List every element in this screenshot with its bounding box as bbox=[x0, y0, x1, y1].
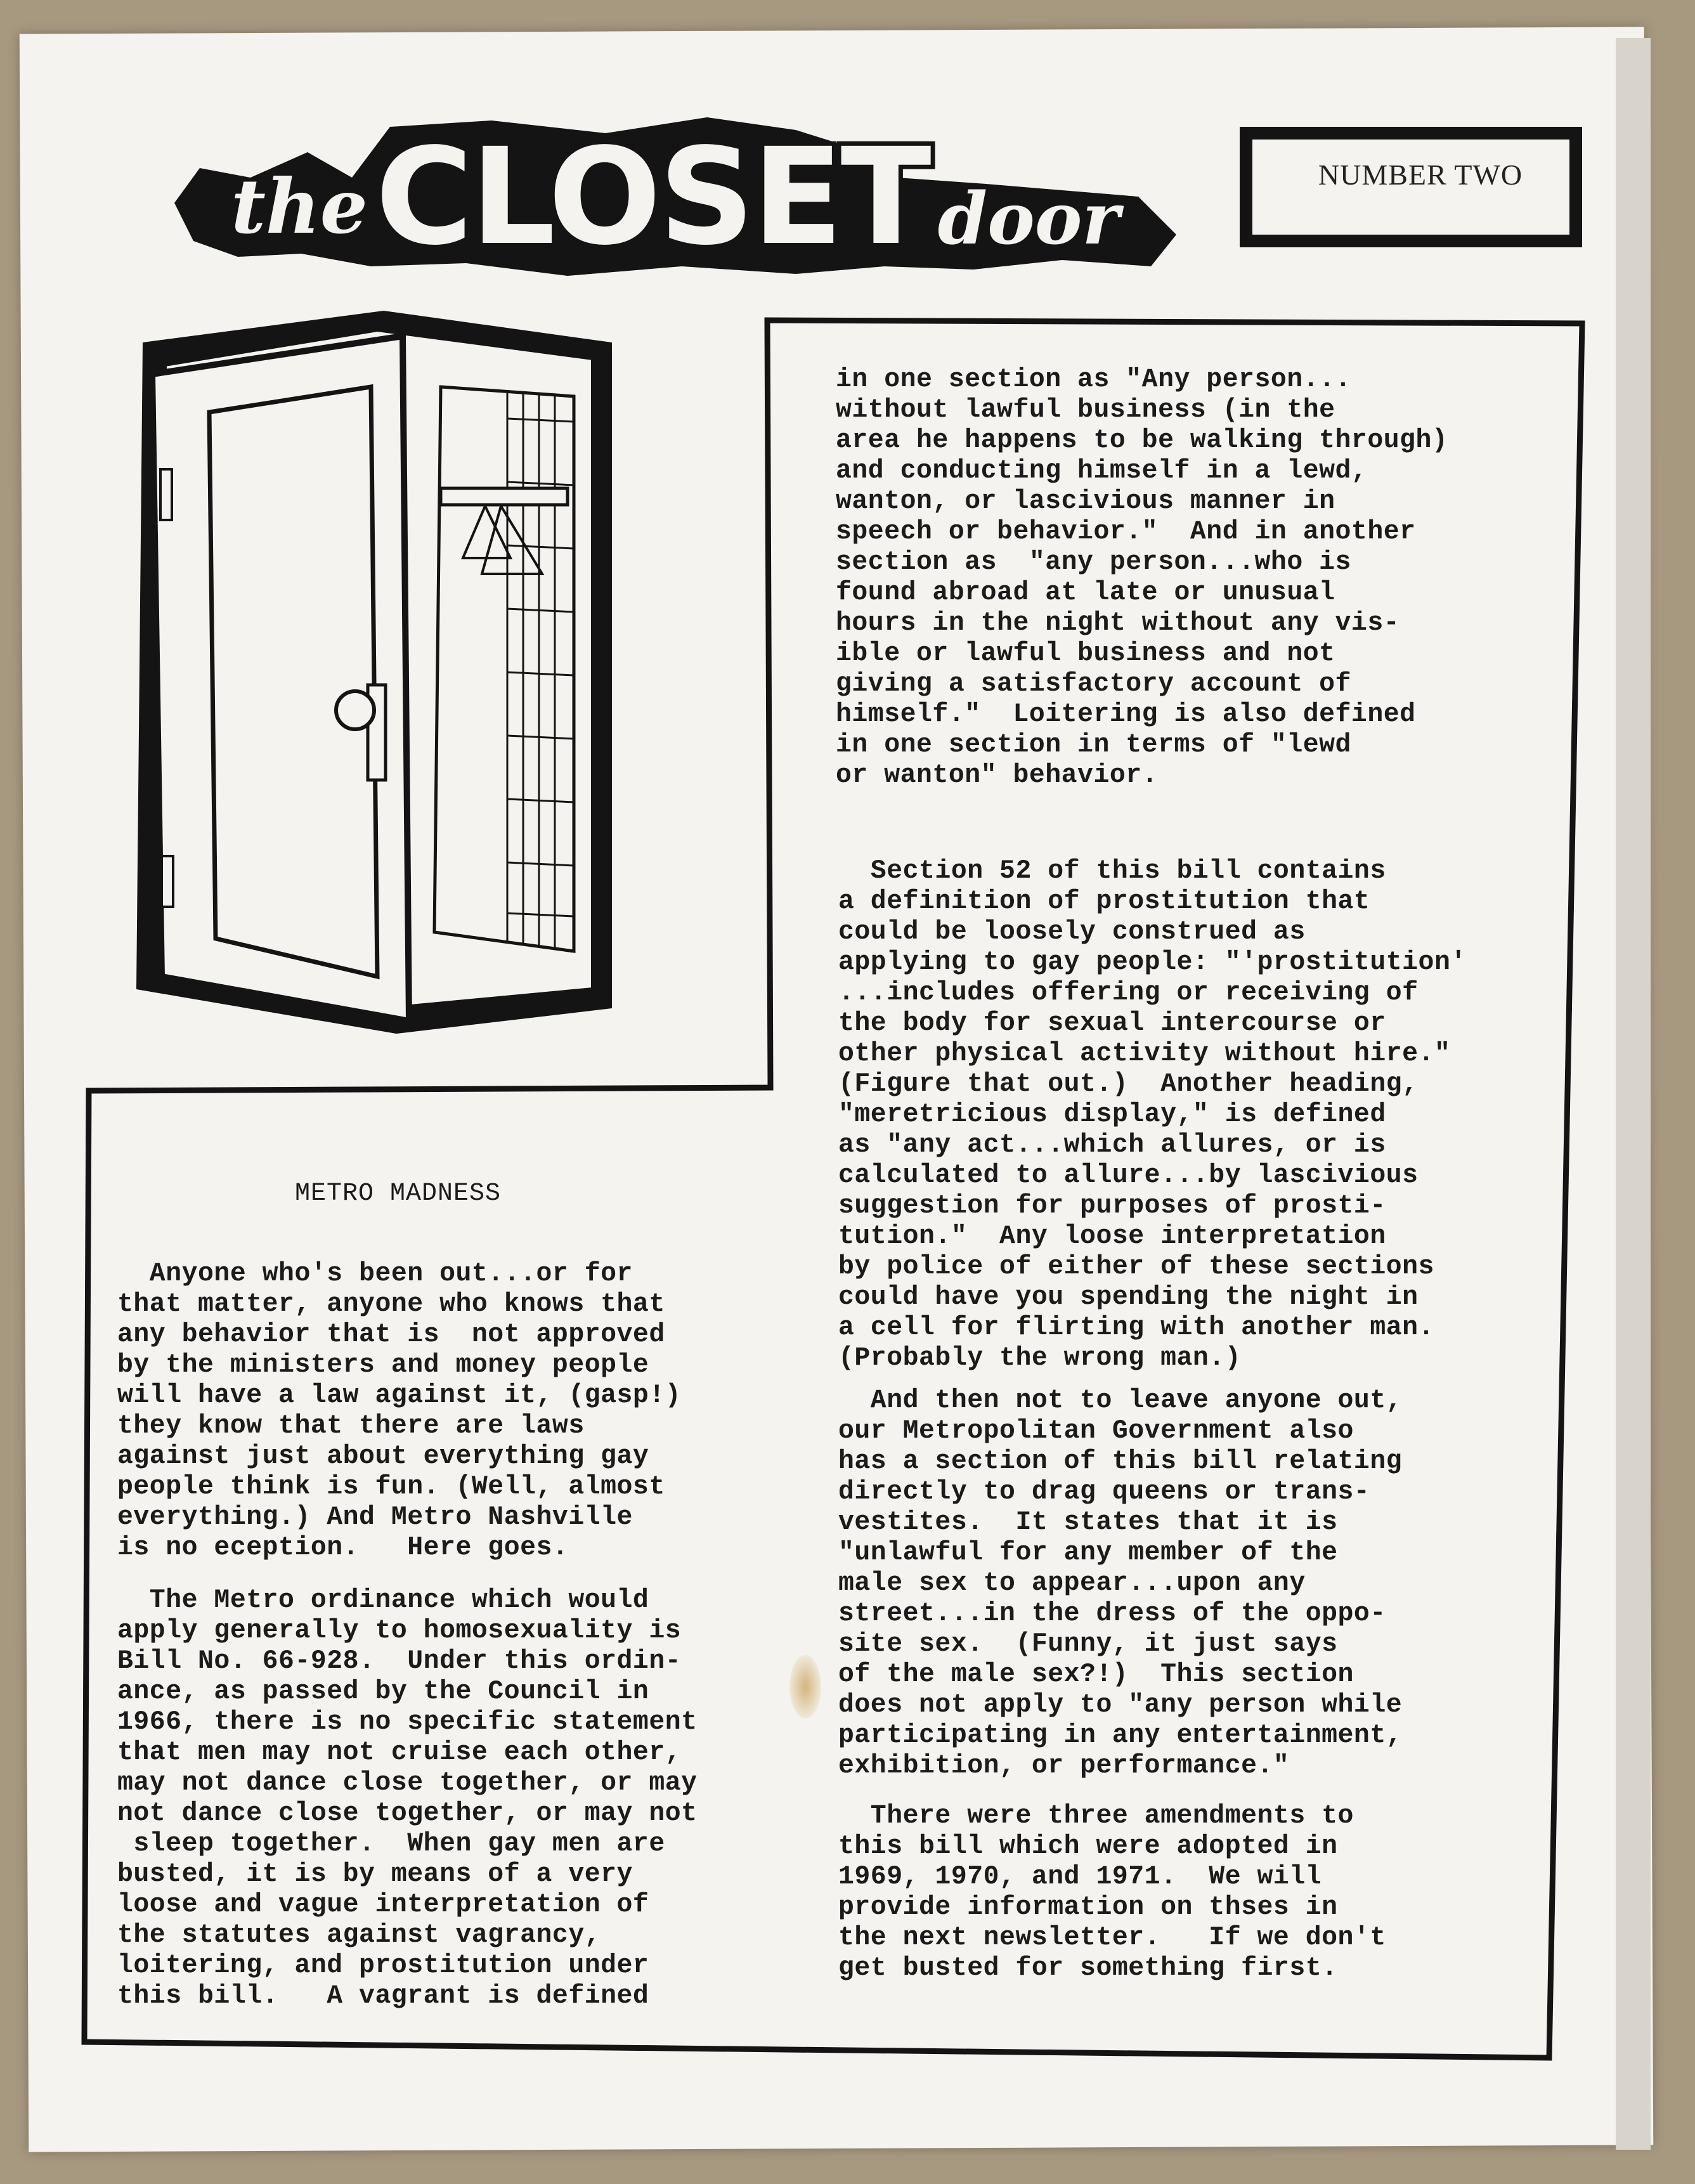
text-line: 1966, there is no specific statement bbox=[117, 1707, 698, 1737]
text-line: loose and vague interpretation of bbox=[117, 1890, 649, 1920]
text-line: ance, as passed by the Council in bbox=[117, 1677, 649, 1706]
text-line: (Probably the wrong man.) bbox=[838, 1343, 1242, 1373]
text-line: against just about everything gay bbox=[117, 1441, 649, 1471]
text-line: And then not to leave anyone out, bbox=[838, 1386, 1403, 1415]
text-line: our Metropolitan Government also bbox=[838, 1416, 1354, 1446]
page-edge-shadow bbox=[1616, 38, 1651, 2150]
text-line: not dance close together, or may not bbox=[117, 1798, 698, 1828]
text-line: a cell for flirting with another man. bbox=[838, 1313, 1434, 1342]
text-line: could be loosely construed as bbox=[838, 917, 1306, 947]
text-line: without lawful business (in the bbox=[836, 395, 1335, 425]
masthead-logo bbox=[162, 108, 1189, 285]
right-column-paragraph-4 bbox=[838, 1801, 1386, 1984]
text-line: giving a satisfactory account of bbox=[836, 669, 1351, 699]
text-line: Anyone who's been out...or for bbox=[117, 1259, 633, 1289]
text-line: people think is fun. (Well, almost bbox=[117, 1472, 665, 1502]
text-line: is no eception. Here goes. bbox=[117, 1533, 569, 1563]
text-line: site sex. (Funny, it just says bbox=[838, 1629, 1338, 1659]
right-column-paragraph-1 bbox=[836, 365, 1448, 791]
text-line: himself." Loitering is also defined bbox=[836, 699, 1416, 729]
text-line: has a section of this bill relating bbox=[838, 1446, 1403, 1476]
text-line: in one section as "Any person... bbox=[836, 365, 1351, 394]
text-line: participating in any entertainment, bbox=[838, 1720, 1403, 1750]
text-line: by police of either of these sections bbox=[838, 1252, 1434, 1282]
masthead-word-door: door bbox=[937, 177, 1120, 261]
text-line: the next newsletter. If we don't bbox=[838, 1923, 1386, 1953]
article-heading: METRO MADNESS bbox=[295, 1180, 502, 1208]
text-line: may not dance close together, or may bbox=[117, 1768, 698, 1798]
text-line: the statutes against vagrancy, bbox=[117, 1920, 601, 1950]
text-line: as "any act...which allures, or is bbox=[838, 1130, 1386, 1160]
paper-stain bbox=[789, 1655, 821, 1719]
text-line: everything.) And Metro Nashville bbox=[117, 1502, 633, 1532]
text-line: suggestion for purposes of prosti- bbox=[838, 1191, 1386, 1221]
text-line: that matter, anyone who knows that bbox=[117, 1289, 665, 1319]
text-line: hours in the night without any vis- bbox=[836, 608, 1400, 638]
text-line: speech or behavior." And in another bbox=[836, 517, 1416, 547]
text-line: "unlawful for any member of the bbox=[838, 1538, 1338, 1568]
text-line: could have you spending the night in bbox=[838, 1282, 1419, 1312]
text-line: directly to drag queens or trans- bbox=[838, 1477, 1370, 1507]
text-line: this bill which were adopted in bbox=[838, 1831, 1338, 1861]
right-column-paragraph-2 bbox=[838, 856, 1467, 1374]
text-line: they know that there are laws bbox=[117, 1411, 585, 1441]
text-line: or wanton" behavior. bbox=[836, 760, 1159, 790]
text-line: There were three amendments to bbox=[838, 1801, 1354, 1831]
text-line: the body for sexual intercourse or bbox=[838, 1008, 1386, 1038]
issue-number-box bbox=[1240, 127, 1582, 247]
text-line: male sex to appear...upon any bbox=[838, 1568, 1306, 1598]
text-line: wanton, or lascivious manner in bbox=[836, 486, 1335, 516]
text-line: apply generally to homosexuality is bbox=[117, 1616, 682, 1646]
text-line: tution." Any loose interpretation bbox=[838, 1221, 1386, 1251]
right-column-paragraph-3 bbox=[838, 1386, 1402, 1781]
text-line: other physical activity without hire." bbox=[838, 1039, 1451, 1069]
text-line: (Figure that out.) Another heading, bbox=[838, 1069, 1419, 1099]
text-line: of the male sex?!) This section bbox=[838, 1660, 1354, 1689]
text-line: exhibition, or performance." bbox=[838, 1751, 1290, 1781]
text-line: sleep together. When gay men are bbox=[117, 1829, 665, 1859]
text-line: The Metro ordinance which would bbox=[117, 1585, 649, 1615]
text-line: and conducting himself in a lewd, bbox=[836, 456, 1368, 486]
masthead-word-the: the bbox=[231, 162, 368, 250]
closet-door-illustration bbox=[130, 304, 663, 1084]
text-line: does not apply to "any person while bbox=[838, 1690, 1403, 1720]
text-line: found abroad at late or unusual bbox=[836, 578, 1335, 608]
text-line: a definition of prostitution that bbox=[838, 887, 1370, 916]
text-line: provide information on thses in bbox=[838, 1892, 1338, 1922]
text-line: get busted for something first. bbox=[838, 1953, 1338, 1983]
text-line: 1969, 1970, and 1971. We will bbox=[838, 1862, 1322, 1892]
text-line: that men may not cruise each other, bbox=[117, 1738, 682, 1767]
text-line: section as "any person...who is bbox=[836, 547, 1351, 577]
left-column-paragraph-1 bbox=[117, 1259, 681, 1563]
text-line: by the ministers and money people bbox=[117, 1350, 649, 1380]
text-line: Bill No. 66-928. Under this ordin- bbox=[117, 1646, 682, 1676]
text-line: street...in the dress of the oppo- bbox=[838, 1599, 1386, 1628]
text-line: Section 52 of this bill contains bbox=[838, 856, 1386, 886]
text-line: ...includes offering or receiving of bbox=[838, 978, 1419, 1008]
text-line: applying to gay people: "'prostitution' bbox=[838, 947, 1467, 977]
text-line: vestites. It states that it is bbox=[838, 1507, 1338, 1537]
text-line: busted, it is by means of a very bbox=[117, 1859, 633, 1889]
text-line: "meretricious display," is defined bbox=[838, 1100, 1386, 1129]
text-line: this bill. A vagrant is defined bbox=[117, 1981, 649, 2011]
text-line: will have a law against it, (gasp!) bbox=[117, 1381, 682, 1410]
left-column-paragraph-2 bbox=[117, 1585, 698, 2012]
text-line: loitering, and prostitution under bbox=[117, 1951, 649, 1980]
text-line: area he happens to be walking through) bbox=[836, 426, 1448, 455]
masthead-word-closet: CLOSET bbox=[375, 119, 929, 275]
text-line: calculated to allure...by lascivious bbox=[838, 1160, 1419, 1190]
text-line: in one section in terms of "lewd bbox=[836, 730, 1351, 760]
text-line: ible or lawful business and not bbox=[836, 639, 1335, 668]
text-line: any behavior that is not approved bbox=[117, 1320, 665, 1349]
issue-number-label: NUMBER TWO bbox=[1318, 158, 1523, 191]
